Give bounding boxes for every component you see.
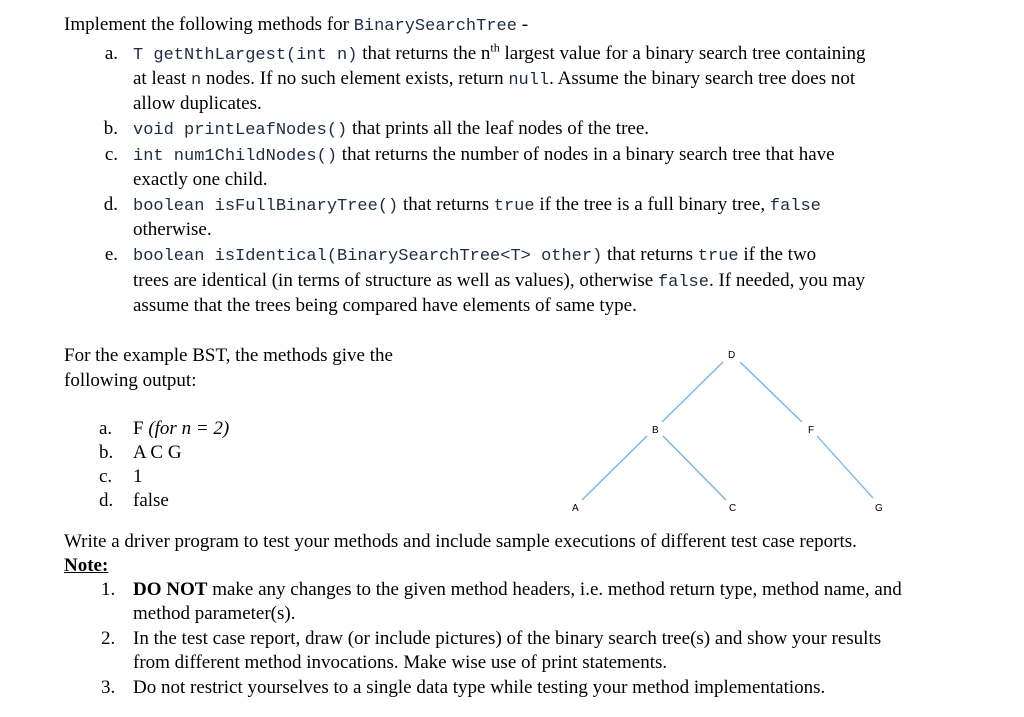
method-d-text-mid: if the tree is a full binary tree,	[534, 194, 770, 215]
method-d-signature: boolean isFullBinaryTree()	[133, 197, 399, 216]
intro-line	[64, 13, 528, 39]
method-e-line3: assume that the trees being compared have elements of same type.	[133, 295, 637, 316]
intro-class-name: BinarySearchTree	[353, 17, 517, 36]
node-c: C	[729, 503, 737, 514]
note-2-text: In the test case report, draw (or include pictures) of the binary search tree(s) and show your results	[133, 628, 882, 649]
method-d-line2: otherwise.	[133, 219, 212, 240]
edge-b-a	[582, 436, 647, 500]
example-output-a	[99, 417, 230, 441]
example-label-line1: For the example BST, the methods give the	[64, 345, 393, 366]
output-d-value: false	[133, 490, 169, 511]
method-d-text: that returns	[403, 194, 494, 215]
method-c-signature: int num1ChildNodes()	[133, 147, 338, 166]
method-b-marker: b.	[103, 118, 118, 139]
method-a-text2: largest value for a binary search tree containing	[499, 43, 866, 64]
output-b-value: A C G	[133, 442, 182, 463]
edge-d-f	[740, 362, 802, 422]
output-c-value: 1	[133, 466, 143, 487]
method-a-code-n: n	[191, 71, 202, 90]
method-b-text: that prints all the leaf nodes of the tree.	[352, 118, 650, 139]
note-1-number: 1.	[101, 579, 116, 600]
example-output-c	[99, 465, 143, 489]
method-a-code-null: null	[508, 71, 550, 90]
note-3-number: 3.	[101, 677, 116, 698]
method-c-text: that returns the number of nodes in a binary search tree that have	[341, 144, 835, 165]
method-a-marker: a.	[104, 43, 118, 64]
method-e-code-false: false	[657, 273, 709, 292]
method-c-line2: exactly one child.	[133, 169, 268, 190]
method-a-sup: th	[490, 40, 500, 55]
method-a-text5: . Assume the binary search tree does not	[549, 68, 856, 89]
example-label-line2: following output:	[64, 370, 197, 391]
method-a-text1: that returns the n	[362, 43, 491, 64]
method-b-line1	[133, 116, 649, 143]
note-1-text: make any changes to the given method headers, i.e. method return type, method name, and	[207, 579, 902, 600]
node-d: D	[728, 350, 736, 361]
node-b: B	[652, 425, 659, 436]
output-b-marker: b.	[99, 442, 114, 463]
method-a-line2	[133, 66, 855, 93]
method-e-marker: e.	[104, 244, 118, 265]
intro-text: Implement the following methods for	[64, 14, 354, 35]
example-label	[64, 343, 393, 393]
method-d-line1	[133, 192, 821, 219]
example-output-b	[99, 441, 182, 465]
output-a-value: F	[133, 418, 149, 439]
note-item-3	[101, 676, 826, 700]
driver-instruction: Write a driver program to test your methods and include sample executions of different test case reports.	[64, 531, 857, 552]
edge-b-c	[663, 436, 726, 500]
method-d-code-false: false	[769, 197, 821, 216]
method-a-signature: T getNthLargest(int n)	[133, 46, 358, 65]
method-d-code-true: true	[493, 197, 535, 216]
example-output-d	[99, 489, 169, 513]
output-c-marker: c.	[99, 466, 113, 487]
method-a-line1	[133, 41, 866, 68]
node-a: A	[572, 503, 579, 514]
intro-suffix: -	[516, 14, 529, 35]
method-e-signature: boolean isIdentical(BinarySearchTree<T> other)	[133, 247, 603, 266]
note-3-text: Do not restrict yourselves to a single data type while testing your method implementations.	[133, 677, 826, 698]
method-e-text3: . If needed, you may	[708, 270, 866, 291]
note-1-text2: method parameter(s).	[133, 603, 296, 624]
method-a-text4: nodes. If no such element exists, return	[201, 68, 509, 89]
output-d-marker: d.	[99, 490, 114, 511]
method-e-text: that returns	[607, 244, 698, 265]
note-item-2	[101, 627, 882, 651]
method-c-line1	[133, 142, 835, 169]
method-e-line1	[133, 242, 816, 269]
method-e-line2	[133, 268, 865, 295]
method-e-code-true: true	[697, 247, 739, 266]
method-e-text2: trees are identical (in terms of structure as well as values), otherwise	[133, 270, 658, 291]
method-b-signature: void printLeafNodes()	[133, 121, 348, 140]
edge-d-b	[662, 362, 723, 422]
method-a-line3: allow duplicates.	[133, 93, 262, 114]
output-a-marker: a.	[99, 418, 113, 439]
note-2-number: 2.	[101, 628, 116, 649]
method-c-marker: c.	[104, 144, 118, 165]
note-2-text2: from different method invocations. Make wise use of print statements.	[133, 652, 668, 673]
method-a-text3: at least	[133, 68, 192, 89]
output-a-note: (for n = 2)	[148, 418, 230, 439]
note-1-bold: DO NOT	[133, 579, 208, 600]
method-d-marker: d.	[103, 194, 118, 215]
bst-diagram	[540, 340, 910, 520]
node-f: F	[808, 425, 815, 436]
note-title: Note:	[64, 555, 109, 576]
note-item-1	[101, 578, 902, 602]
edge-f-g	[817, 436, 873, 498]
method-e-text-mid: if the two	[738, 244, 817, 265]
node-g: G	[875, 503, 883, 514]
